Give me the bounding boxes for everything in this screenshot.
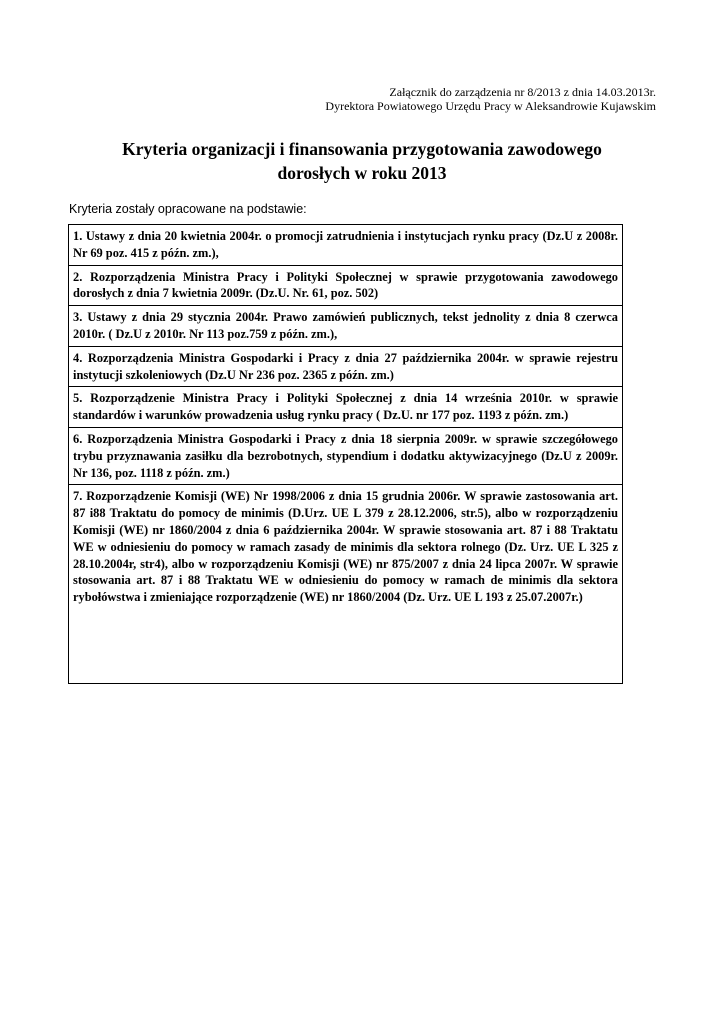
title-line-1: Kryteria organizacji i finansowania przygotowania zawodowego bbox=[122, 139, 602, 159]
criteria-row-5: 5. Rozporządzenie Ministra Pracy i Polityki Społecznej z dnia 14 września 2010r. w sprawie standardów i warunków prowadzenia usług rynku pracy ( Dz.U. nr 177 poz. 1193 z późn. zm.) bbox=[69, 387, 622, 428]
criteria-row-4: 4. Rozporządzenia Ministra Gospodarki i Pracy z dnia 27 października 2004r. w sprawie rejestru instytucji szkoleniowych (Dz.U Nr 236 poz. 2365 z późn. zm.) bbox=[69, 347, 622, 388]
title-line-2: dorosłych w roku 2013 bbox=[277, 163, 447, 183]
criteria-row-6: 6. Rozporządzenia Ministra Gospodarki i Pracy z dnia 18 sierpnia 2009r. w sprawie szczegółowego trybu przyznawania zasiłku dla bezrobotnych, stypendium i dodatku aktywizacyjnego (Dz.U z 2009r. Nr 136, poz. 1118 z późn. zm.) bbox=[69, 428, 622, 485]
annex-line-order: Załącznik do zarządzenia nr 8/2013 z dnia 14.03.2013r. bbox=[389, 85, 656, 99]
document-title bbox=[40, 137, 684, 185]
intro-text: Kryteria zostały opracowane na podstawie: bbox=[69, 202, 307, 216]
annex-header bbox=[325, 85, 656, 113]
annex-line-director: Dyrektora Powiatowego Urzędu Pracy w Aleksandrowie Kujawskim bbox=[325, 99, 656, 113]
criteria-row-1: 1. Ustawy z dnia 20 kwietnia 2004r. o promocji zatrudnienia i instytucjach rynku pracy (Dz.U z 2008r. Nr 69 poz. 415 z późn. zm.), bbox=[69, 225, 622, 266]
criteria-row-3: 3. Ustawy z dnia 29 stycznia 2004r. Prawo zamówień publicznych, tekst jednolity z dnia 8 czerwca 2010r. ( Dz.U z 2010r. Nr 113 poz.759 z późn. zm.), bbox=[69, 306, 622, 347]
criteria-table bbox=[68, 224, 623, 684]
criteria-row-7: 7. Rozporządzenie Komisji (WE) Nr 1998/2006 z dnia 15 grudnia 2006r. W sprawie zastosowania art. 87 i88 Traktatu do pomocy de minimis (D.Urz. UE L 379 z 28.12.2006, str.5), albo w rozporządzeniu Komisji (WE) nr 1860/2004 z dnia 6 października 2004r. W sprawie stosowania art. 87 i 88 Traktatu WE w odniesieniu do pomocy w ramach zasady de minimis dla sektora rolnego (Dz. Urz. UE L 325 z 28.10.2004r, str4), albo w rozporządzeniu Komisji (WE) nr 875/2007 z dnia 24 lipca 2007r. W sprawie stosowania art. 87 i 88 Traktatu WE w odniesieniu do pomocy w ramach de minimis dla sektora rybołówstwa i zmieniające rozporządzenie (WE) nr 1860/2004 (Dz. Urz. UE L 193 z 25.07.2007r.) bbox=[73, 489, 618, 605]
criteria-row-2: 2. Rozporządzenia Ministra Pracy i Polityki Społecznej w sprawie przygotowania zawodowego dorosłych z dnia 7 kwietnia 2009r. (Dz.U. Nr. 61, poz. 502) bbox=[69, 266, 622, 307]
